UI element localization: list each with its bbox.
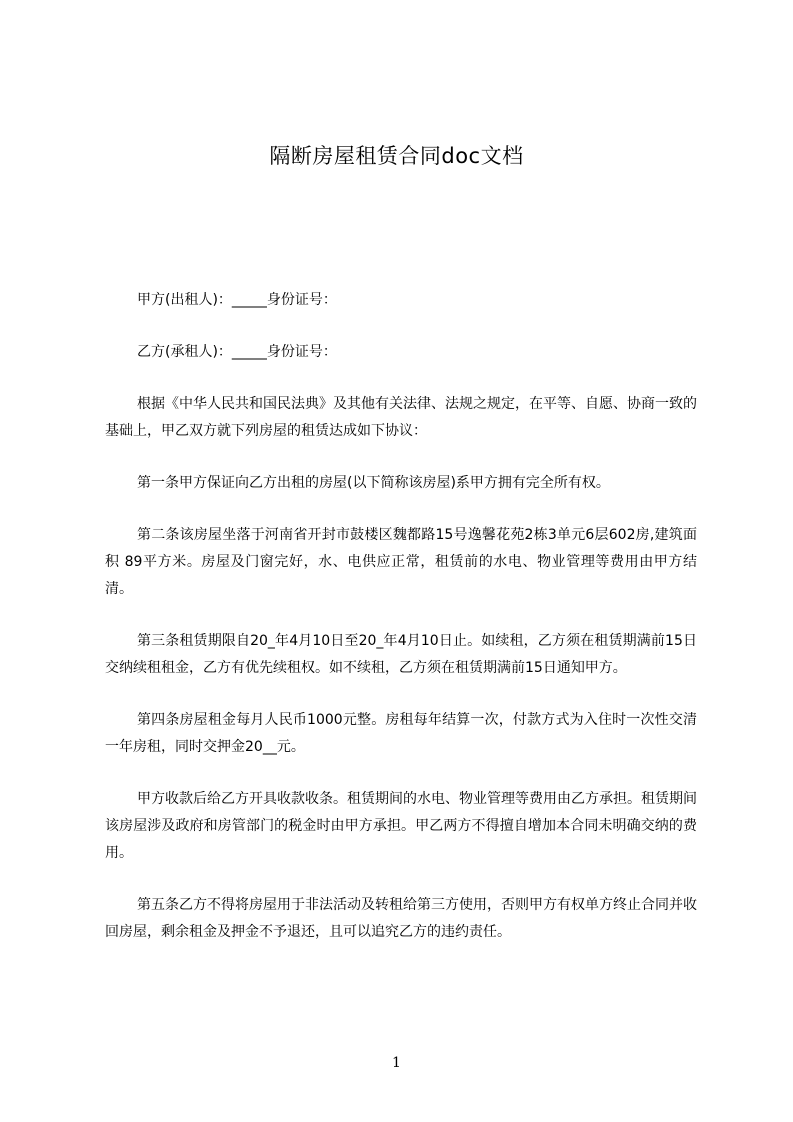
payment-receipt-paragraph: 甲方收款后给乙方开具收款收条。租赁期间的水电、物业管理等费用由乙方承担。租赁期间该房屋涉及政府和房管部门的税金时由甲方承担。甲乙两方不得擅自增加本合同未明确交纳的费用。 — [105, 791, 697, 861]
document-title: 隔断房屋租赁合同doc文档 — [269, 144, 524, 168]
document-body — [105, 287, 697, 971]
party-b-line: 乙方(承租人)：_____身份证号： — [137, 344, 337, 360]
article-2-paragraph: 第二条该房屋坐落于河南省开封市鼓楼区魏都路15号逸馨花苑2栋3单元6层602房,建筑面积 89平方米。房屋及门窗完好，水、电供应正常，租赁前的水电、物业管理等费用由甲方结清。 — [105, 527, 697, 597]
article-5-paragraph: 第五条乙方不得将房屋用于非法活动及转租给第三方使用，否则甲方有权单方终止合同并收回房屋，剩余租金及押金不予退还，且可以追究乙方的违约责任。 — [105, 897, 697, 940]
preamble-paragraph: 根据《中华人民共和国民法典》及其他有关法律、法规之规定，在平等、自愿、协商一致的基础上，甲乙双方就下列房屋的租赁达成如下协议： — [105, 396, 697, 439]
page-number: 1 — [392, 1055, 401, 1071]
article-3-paragraph: 第三条租赁期限自20_年4月10日至20_年4月10日止。如续租，乙方须在租赁期满前15日交纳续租租金，乙方有优先续租权。如不续租，乙方须在租赁期满前15日通知甲方。 — [105, 633, 697, 676]
article-1-paragraph: 第一条甲方保证向乙方出租的房屋(以下简称该房屋)系甲方拥有完全所有权。 — [137, 475, 610, 491]
article-4-paragraph: 第四条房屋租金每月人民币1000元整。房租每年结算一次，付款方式为入住时一次性交清一年房租，同时交押金20__元。 — [105, 712, 697, 755]
party-a-line: 甲方(出租人)：_____身份证号： — [137, 292, 337, 308]
